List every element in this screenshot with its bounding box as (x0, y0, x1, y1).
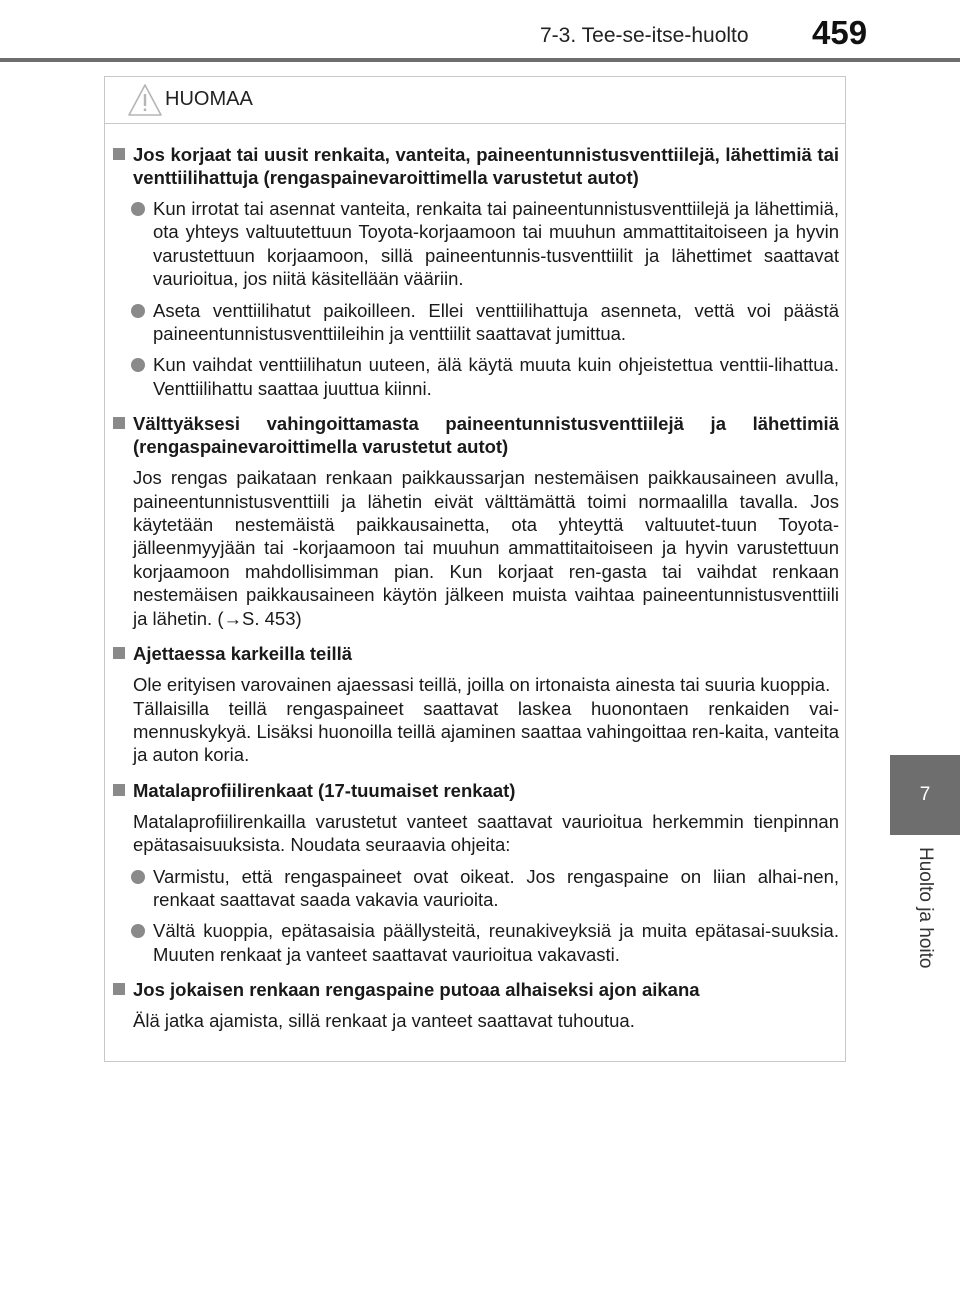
list-item (111, 865, 839, 912)
notice-header (105, 77, 845, 124)
list-item-text: Kun irrotat tai asennat vanteita, renkaita tai paineentunnistusventtiilejä ja lähettimiä, ota yhteys valtuutettuun Toyota-korjaamoon tai muuhun ammattitaitoiseen ja hyvin varustettuun korjaamoon, sillä paineentunnis-tusventtiilit ja lähettimet saattavat vaurioitua, jos niitä käsitellään vääriin. (153, 198, 839, 290)
square-bullet-icon (113, 647, 125, 659)
square-bullet-icon (113, 417, 125, 429)
section-paragraph: Älä jatka ajamista, sillä renkaat ja vanteet saattavat tuhoutua. (133, 1010, 635, 1032)
square-bullet-icon (113, 148, 125, 160)
list-item (111, 353, 839, 400)
list-item (111, 299, 839, 346)
chapter-label: Huolto ja hoito (915, 847, 936, 969)
list-item (111, 197, 839, 291)
section-tire-repair (111, 143, 839, 400)
section-rough-roads (111, 642, 839, 767)
round-bullet-icon (131, 202, 145, 216)
section-heading-text: Jos korjaat tai uusit renkaita, vanteita, paineentunnistusventtiilejä, lähettimiä tai venttiilihattuja (rengaspainevaroittimella varustetut autot) (133, 144, 839, 188)
section-heading (111, 978, 839, 1001)
list-item (111, 919, 839, 966)
notice-title: HUOMAA (165, 88, 253, 110)
square-bullet-icon (113, 983, 125, 995)
list-item-text: Vältä kuoppia, epätasaisia päällysteitä, reunakiveyksiä ja muita epätasai-suuksia. Muuten renkaat ja vanteet saattavat vaurioitua vakavasti. (153, 920, 839, 965)
section-paragraph: Ole erityisen varovainen ajaessasi teillä, joilla on irtonaista ainesta tai suuria kuoppia. Tällaisilla teillä rengaspaineet saattavat laskea huonontaen renkaiden vai-mennuskykyä. Lisäksi huonoilla teillä ajaminen saattaa vahingoittaa ren-kaita, vanteita ja auton koria. (133, 674, 839, 766)
section-pressure-drop (111, 978, 839, 1032)
section-heading-text: Jos jokaisen renkaan rengaspaine putoaa alhaiseksi ajon aikana (133, 979, 700, 1001)
chapter-side-label (890, 835, 960, 1035)
section-paragraph: Jos rengas paikataan renkaan paikkaussarjan nestemäisen paikkausaineen avulla, paineentunnistusventtiili ja lähetin eivät välttämättä toimi normaalilla tavalla. Jos käytetään nestemäistä paikkausainetta, ota yhteyttä valtuutet-tuun Toyota-jälleenmyyjään tai -korjaamoon tai muuhun ammattitaitoiseen ja hyvin varustettuun korjaamoon mahdollisimman pian. Kun korjaat ren-gasta tai vaihdat renkaan nestemäisen paikkausaineen käytön jälkeen muista vaihtaa paineentunnistusventtiili ja lähetin. (→S. 453) (133, 467, 839, 629)
warning-triangle-icon (127, 83, 163, 117)
section-sensor-damage (111, 412, 839, 630)
section-heading (111, 412, 839, 458)
round-bullet-icon (131, 358, 145, 372)
list-item-text: Varmistu, että rengaspaineet ovat oikeat. Jos rengaspaine on liian alhai-nen, renkaat saattavat saada vakavia vaurioita. (153, 865, 839, 910)
round-bullet-icon (131, 304, 145, 318)
notice-content (111, 143, 839, 1045)
section-heading (111, 642, 839, 665)
round-bullet-icon (131, 924, 145, 938)
chapter-number: 7 (919, 784, 931, 805)
page-number: 459 (812, 14, 868, 51)
square-bullet-icon (113, 784, 125, 796)
section-low-profile-tires (111, 779, 839, 966)
section-heading (111, 779, 839, 802)
section-paragraph: Matalaprofiilirenkailla varustetut vanteet saattavat vaurioitua herkemmin tienpinnan epätasaisuuksista. Noudata seuraavia ohjeita: (133, 810, 839, 856)
section-heading-text: Matalaprofiilirenkaat (17-tuumaiset renkaat) (133, 779, 516, 801)
header-rule (0, 58, 960, 62)
section-heading-text: Välttyäksesi vahingoittamasta paineentunnistusventtiilejä ja lähettimiä (rengaspainevaroittimella varustetut autot) (133, 413, 839, 458)
notice-box (104, 76, 846, 1062)
round-bullet-icon (131, 870, 145, 884)
header-section-title: 7-3. Tee-se-itse-huolto (540, 24, 749, 47)
list-item-text: Kun vaihdat venttiilihatun uuteen, älä käytä muuta kuin ohjeistettua venttii-lihattua. Venttiilihattu saattaa juuttua kiinni. (153, 354, 839, 399)
chapter-tab (890, 755, 960, 835)
list-item-text: Aseta venttiilihatut paikoilleen. Ellei venttiilihattuja asenneta, vettä voi päästä paineentunnistusventtiileihin ja venttiilit saattavat jumittua. (153, 299, 839, 345)
section-heading-text: Ajettaessa karkeilla teillä (133, 643, 353, 665)
section-heading (111, 143, 839, 189)
